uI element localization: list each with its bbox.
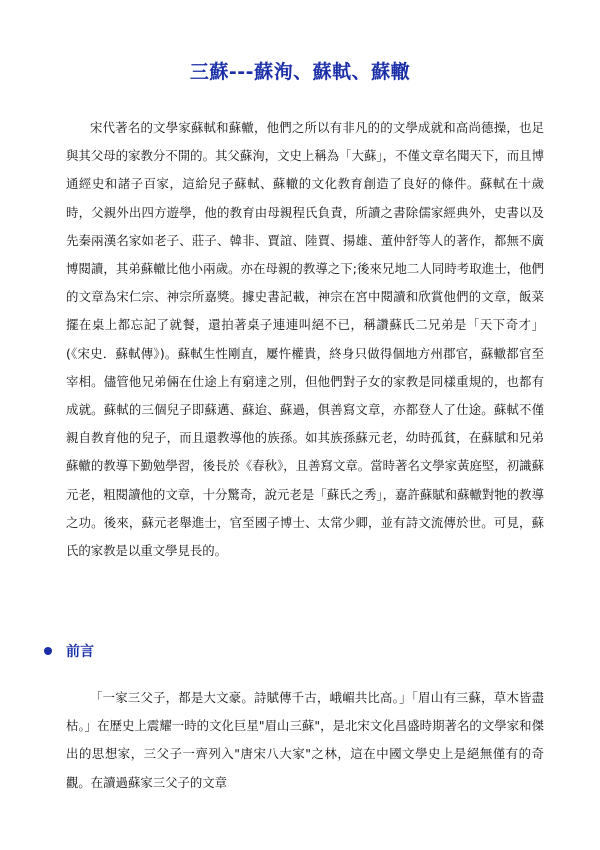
intro-paragraph: 宋代著名的文學家蘇軾和蘇轍，他們之所以有非凡的的文學成就和高尚德操，也足與其父母的家教分不開的。其父蘇洵，文史上稱為「大蘇」，不僅文章名聞天下，而且博通經史和諸子百家，這給兒子蘇軾、蘇轍的文化教育創造了良好的條件。蘇軾在十歲時，父親外出四方遊學，他的教育由母親程氏負責，所讀之書除儒家經典外，史書以及先秦兩漢名家如老子、莊子、韓非、賈誼、陸賈、揚雄、董仲舒等人的著作，都無不廣博閱讀，其弟蘇轍比他小兩歲。亦在母親的教導之下;後來兄地二人同時考取進士，他們的文章為宋仁宗、神宗所嘉獎。據史書記載，神宗在宮中閱讀和欣賞他們的文章，飯菜擺在桌上都忘記了就餐，還拍著桌子連連叫絕不已，稱讚蘇氏二兄弟是「天下奇才」(《宋史．蘇軾傳》)。蘇軾生性剛直，屢忤權貴，終身只做得個地方州郡官，蘇轍都官至宰相。儘管他兄弟倆在仕途上有窮達之別，但他們對子女的家教是同樣重規的，也都有成就。蘇軾的三個兒子即蘇邁、蘇迨、蘇過，俱善寫文章，亦都登人了仕途。蘇軾不僅親自教育他的兒子，而且還教導他的族孫。如其族孫蘇元老，幼時孤貧，在蘇賦和兄弟蘇轍的教導下勤勉學習，後長於《春秋》，且善寫文章。當時著名文學家黃庭堅，初識蘇元老，粗閱讀他的文章，十分驚奇，說元老是「蘇氏之秀」，嘉許蘇賦和蘇轍對牠的教導之功。後來，蘇元老舉進士，官至國子博士、太常少卿，並有詩文流傳於世。可見，蘇氏的家教是以重文學見長的。	[66, 120, 544, 559]
page-title: 三蘇---蘇洵、蘇軾、蘇轍	[189, 61, 411, 83]
bullet-icon	[44, 647, 52, 655]
section-heading: 前言	[66, 644, 94, 660]
section-heading-row	[44, 641, 94, 661]
preface-paragraph: 「一家三父子，都是大文豪。詩賦傳千古，峨嵋共比高。」「眉山有三蘇，草木皆盡枯。」在歷史上震耀一時的文化巨星"眉山三蘇"，是北宋文化昌盛時期著名的文學家和傑出的思想家，三父子一齊列入"唐宋八大家"之林，這在中國文學史上是絕無僅有的奇觀。在讀過蘇家三父子的文章	[66, 690, 544, 790]
